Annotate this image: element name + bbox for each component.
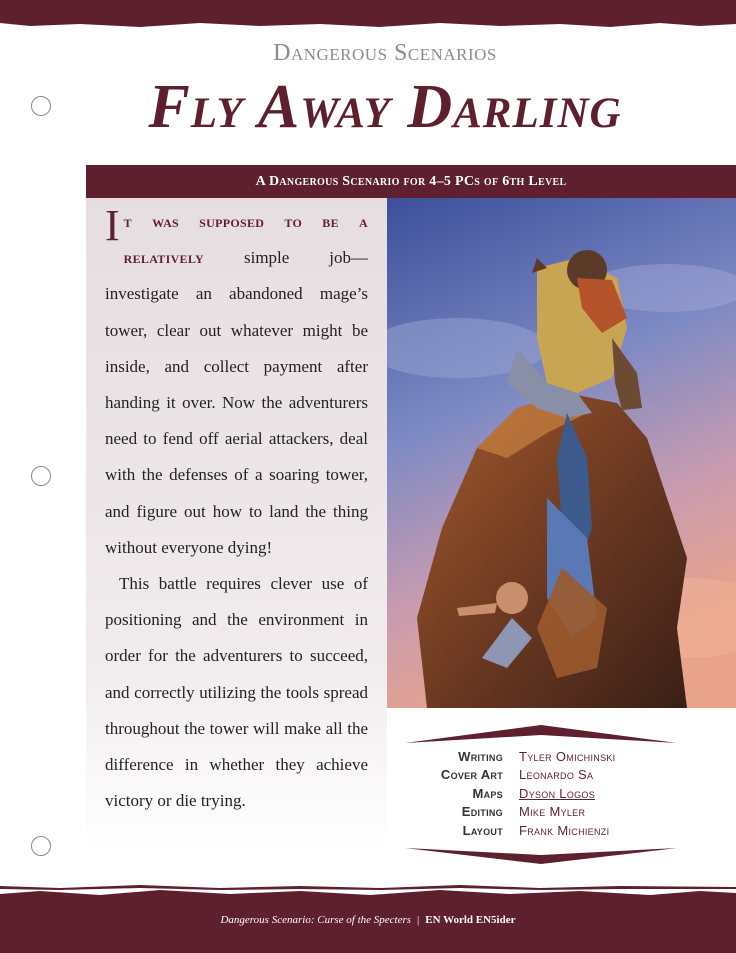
credit-row-writing <box>405 748 677 766</box>
credit-name: Frank Michienzi <box>519 822 610 838</box>
credit-role: Editing <box>461 804 503 820</box>
credit-role: Maps <box>472 785 503 801</box>
page-title: Fly Away Darling <box>148 73 622 141</box>
lead-in: t was supposed to be a relatively <box>123 212 368 268</box>
binder-hole-bottom <box>31 836 51 856</box>
credits-block <box>405 748 677 840</box>
credit-row-editing <box>405 803 677 821</box>
binder-hole-middle <box>31 466 51 486</box>
credit-name-link[interactable]: Dyson Logos <box>519 785 596 801</box>
credits-bottom-border <box>405 846 677 866</box>
credit-row-cover-art <box>405 766 677 784</box>
credit-name: Tyler Omichinski <box>519 749 616 764</box>
intro-paragraph-2: This battle requires clever use of positioning and the environment in order for the adventurers to succeed, and correctly utilizing the tools spread throughout the tower will make all the difference in whether they achieve victory or die trying. <box>105 574 368 811</box>
drop-cap: I <box>105 201 120 250</box>
credit-role: Layout <box>462 822 503 838</box>
credit-name: Leonardo Sa <box>519 767 594 783</box>
top-torn-edge <box>0 18 736 30</box>
credit-name: Mike Myler <box>519 804 586 820</box>
footer <box>0 902 736 953</box>
credit-row-layout <box>405 822 677 840</box>
footer-separator: | <box>417 914 420 926</box>
paragraph-1-body: simple job—investigate an abandoned mage’s tower, clear out whatever might be inside, and collect payment after handing it over. Now the adventurers need to fend off aerial attackers, deal with the defenses of a soaring tower, and figure out how to land the thing without everyone dying! <box>105 248 368 557</box>
cover-illustration <box>387 198 736 708</box>
intro-text <box>105 201 368 819</box>
footer-subtitle: Dangerous Scenario: Curse of the Specters <box>220 914 412 926</box>
credit-row-maps <box>405 785 677 803</box>
series-title: Dangerous Scenarios <box>273 40 497 66</box>
footer-brand: EN World EN5ider <box>425 914 516 926</box>
credit-role: Writing <box>458 749 503 764</box>
credits-top-border <box>405 723 677 745</box>
intro-paragraph-1 <box>105 201 368 566</box>
credit-role: Cover Art <box>440 767 503 783</box>
scenario-banner: A Dangerous Scenario for 4–5 PCs of 6th Level <box>86 165 736 198</box>
